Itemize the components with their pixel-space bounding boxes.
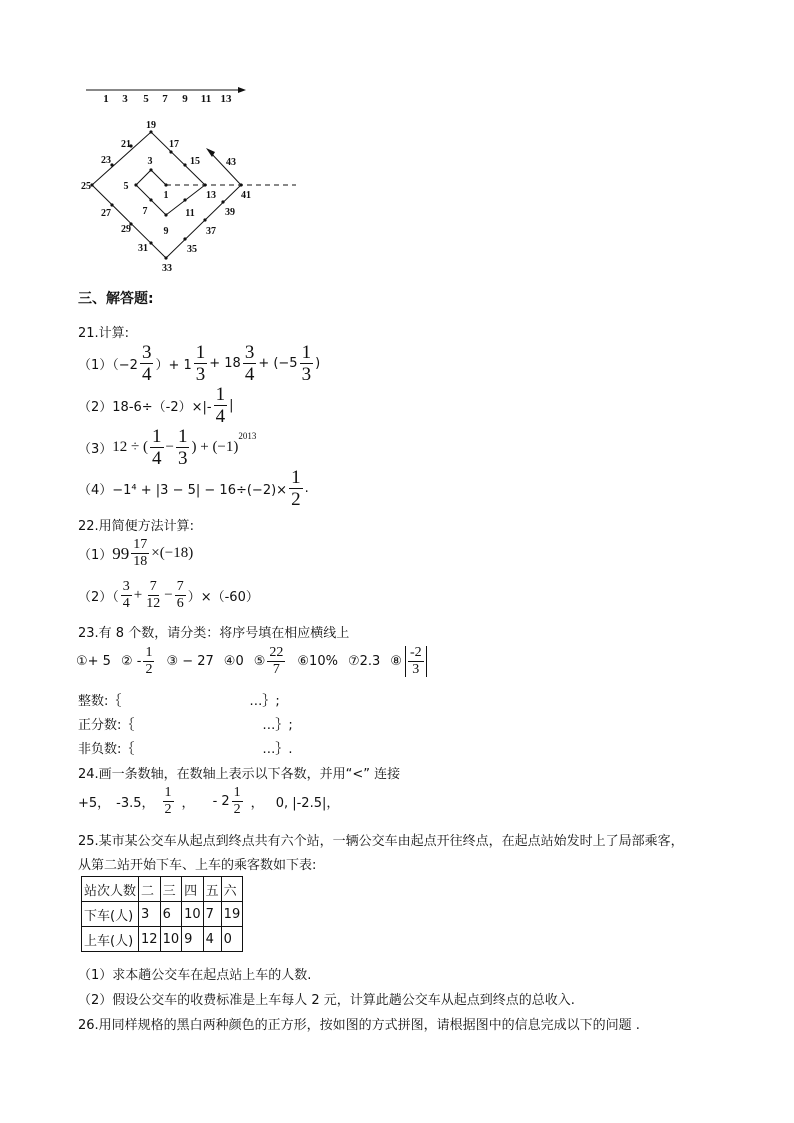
axis-label: 9 [182, 93, 188, 105]
item-5: ⑤ $\frac{22}{7}$ [253, 645, 284, 677]
fraction: $\frac{7}{6}$ [176, 579, 184, 611]
fraction: $\frac{17}{18}$ [133, 537, 148, 569]
table-cell: 10 [160, 927, 182, 952]
spiral-label: 1 [163, 190, 169, 201]
spiral-label: 43 [226, 157, 236, 168]
fraction: $\frac{3}{4}$ [122, 579, 130, 611]
table-cell: 10 [182, 902, 204, 927]
spiral-label: 7 [142, 206, 148, 217]
arrow-head [238, 87, 246, 93]
spiral-label: 37 [206, 226, 216, 237]
fraction: $\frac{1}{4}$ [215, 384, 226, 427]
q21-title: 21.计算: [78, 326, 130, 341]
fraction: $\frac{3}{4}$ [141, 342, 152, 385]
table-cell: 9 [182, 927, 204, 952]
table-header-row [82, 877, 243, 902]
table-row [82, 927, 243, 952]
fraction: $\frac{7}{12}$ [146, 579, 161, 611]
spiral-label: 13 [206, 190, 216, 201]
bus-passenger-table [81, 876, 243, 952]
axis-label: 13 [220, 93, 232, 105]
spiral-label: 35 [187, 244, 197, 255]
q21-part1: （1）（−2 $\frac{3}{4}$ ）+ 1 $\frac{1}{3}$ + 18 $\frac{3}{4}$ + (−5 $\frac{1}{3}$ ) [78, 342, 321, 385]
fraction: $\frac{1}{3}$ [177, 426, 188, 469]
item-4: ④0 [223, 654, 244, 669]
section-title: 三、解答题: [78, 291, 154, 307]
q25-part1: （1）求本趟公交车在起点站上车的人数. [78, 968, 312, 983]
spiral-label: 17 [169, 139, 179, 150]
q23-items [76, 646, 427, 677]
spiral-label: 9 [163, 226, 169, 237]
spiral-label: 15 [190, 156, 200, 167]
item-7: ⑦2.3 [347, 654, 381, 669]
spiral-label: 29 [121, 224, 131, 235]
category-positive-fractions: 正分数:｛ …｝; [78, 718, 293, 733]
item-1: ①+ 5 [76, 654, 111, 669]
table-cell: 上车(人) [82, 927, 139, 952]
spiral-label: 27 [101, 208, 111, 219]
table-row [82, 902, 243, 927]
table-cell: 12 [139, 927, 161, 952]
table-cell: 19 [221, 902, 243, 927]
q21-part2: （2）18-6÷（-2）×|- $\frac{1}{4}$ | [78, 384, 234, 427]
table-cell: 三 [160, 877, 182, 902]
q25-part2: （2）假设公交车的收费标准是上车每人 2 元，计算此趟公交车从起点到终点的总收入. [78, 993, 575, 1008]
table-cell: 0 [221, 927, 243, 952]
axis-label: 1 [103, 93, 109, 105]
table-cell: 四 [182, 877, 204, 902]
spiral-label: 33 [162, 263, 172, 274]
axis-label: 11 [200, 93, 212, 105]
category-nonnegative: 非负数:｛ …｝. [78, 742, 293, 757]
fraction: $\frac{1}{4}$ [152, 426, 162, 469]
spiral-label: 23 [101, 155, 111, 166]
table-cell: 7 [203, 902, 221, 927]
spiral-label: 25 [81, 181, 91, 192]
spiral-label: 11 [185, 208, 195, 219]
spiral-figure [60, 80, 320, 280]
q24-title: 24.画一条数轴，在数轴上表示以下各数，并用“<” 连接 [78, 767, 401, 782]
spiral-label: 21 [121, 139, 131, 150]
fraction: $\frac{3}{4}$ [244, 342, 255, 385]
spiral-label: 39 [225, 207, 235, 218]
table-cell: 3 [139, 902, 161, 927]
q22-part2: （2）（ $\frac{3}{4}$ + $\frac{7}{12}$ − $\frac{7}{6}$ ）×（-60） [78, 579, 259, 611]
item-3: ③ − 27 [166, 654, 214, 669]
q21-part4: （4）−1⁴ + |3 − 5| − 16÷(−2)× $\frac{1}{2}$ . [78, 467, 309, 510]
fraction: $\frac{1}{2}$ [233, 785, 241, 817]
axis-label: 3 [122, 93, 128, 105]
q22-part1: （1） 99 $\frac{17}{18}$ ×(−18) [78, 537, 194, 569]
table-cell: 六 [221, 877, 243, 902]
table-cell: 4 [203, 927, 221, 952]
fraction: $\frac{1}{2}$ [291, 467, 301, 510]
q22-title: 22.用简便方法计算: [78, 519, 195, 534]
item-6: ⑥10% [297, 654, 338, 669]
axis-label: 5 [143, 93, 149, 105]
table-cell: 五 [203, 877, 221, 902]
spiral-label: 5 [123, 181, 129, 192]
fraction: $\frac{1}{2}$ [164, 785, 172, 817]
spiral-label: 19 [146, 120, 156, 131]
spiral-label: 41 [241, 190, 251, 201]
q21-part3: （3） 12 ÷ ( $\frac{1}{4}$ − $\frac{1}{3}$ ) + (−1) $^{2013}$ [78, 426, 257, 469]
axis-label: 7 [162, 93, 168, 105]
q26-title: 26.用同样规格的黑白两种颜色的正方形，按如图的方式拼图，请根据图中的信息完成以下的问题 . [78, 1018, 640, 1033]
q25-title-line1: 25.某市某公交车从起点到终点共有六个站，一辆公交车由起点开往终点，在起点站始发时上了局部乘客， [78, 834, 684, 849]
fraction: $\frac{1}{3}$ [195, 342, 206, 385]
q25-title-line2: 从第二站开始下车、上车的乘客数如下表: [78, 858, 317, 873]
spiral-label: 3 [147, 156, 153, 167]
fraction: $\frac{1}{3}$ [301, 342, 312, 385]
table-cell: 站次人数 [82, 877, 139, 902]
item-8: ⑧ $\frac{-2}{3}$ [390, 646, 426, 677]
spiral-label: 31 [138, 243, 148, 254]
table-cell: 二 [139, 877, 161, 902]
category-integers: 整数:｛ …｝; [78, 694, 280, 709]
table-cell: 下车(人) [82, 902, 139, 927]
q24-numbers: +5， -3.5， $\frac{1}{2}$ ， - 2 $\frac{1}{2}$ ， 0, |-2.5|， [78, 785, 340, 817]
item-2: ② - $\frac{1}{2}$ [120, 645, 153, 677]
q23-title: 23.有 8 个数，请分类：将序号填在相应横线上 [78, 626, 350, 641]
table-cell: 6 [160, 902, 182, 927]
